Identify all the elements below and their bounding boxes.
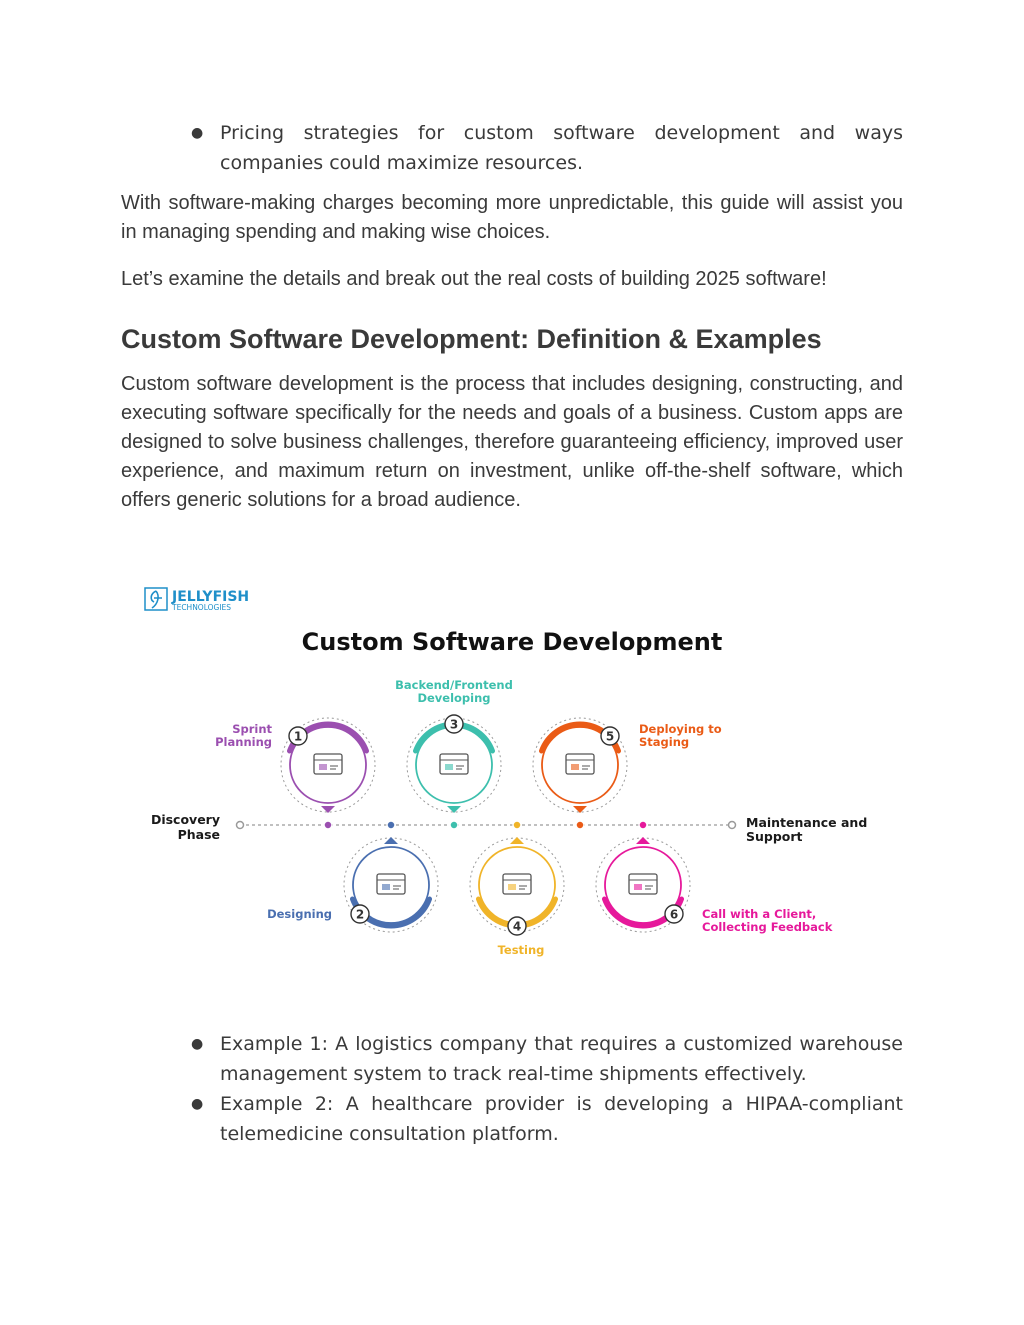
step-label: Testing bbox=[497, 943, 545, 957]
process-step bbox=[470, 821, 564, 957]
step-label: Planning bbox=[215, 735, 272, 749]
step-label: Deploying to bbox=[639, 722, 722, 736]
start-label-line-1: Discovery bbox=[150, 812, 220, 827]
bullet-text: Example 2: A healthcare provider is developing a HIPAA-compliant telemedicine consultation platform. bbox=[220, 1093, 903, 1145]
step-label: Sprint bbox=[232, 722, 272, 736]
step-timeline-dot bbox=[450, 821, 458, 829]
bullet-text: Pricing strategies for custom software development and ways companies could maximize resources. bbox=[220, 122, 903, 174]
step-number: 3 bbox=[449, 717, 459, 732]
section-heading: Custom Software Development: Definition & Examples bbox=[121, 324, 822, 354]
step-timeline-dot bbox=[324, 821, 332, 829]
step-label: Backend/Frontend bbox=[395, 678, 513, 692]
step-number: 6 bbox=[669, 907, 679, 922]
process-step bbox=[395, 678, 513, 829]
icon-block bbox=[571, 764, 579, 770]
logo-sub-text: TECHNOLOGIES bbox=[172, 603, 232, 612]
step-timeline-dot bbox=[576, 821, 584, 829]
step-pointer bbox=[321, 806, 335, 813]
step-label: Designing bbox=[267, 907, 332, 921]
figure-title: Custom Software Development bbox=[301, 628, 723, 656]
step-label: Call with a Client, bbox=[702, 907, 817, 921]
intro-paragraph: With software-making charges becoming more unpredictable, this guide will assist you in managing spending and making wise choices. bbox=[121, 192, 903, 243]
step-timeline-dot bbox=[513, 821, 521, 829]
step-number: 2 bbox=[355, 907, 365, 922]
bullet-dot: ● bbox=[191, 1096, 204, 1112]
timeline-end-dot bbox=[729, 822, 736, 829]
definition-paragraph: Custom software development is the process that includes designing, constructing, and executing software specifically for the needs and goals of a business. Custom apps are designed to solve business challenges, therefore guaranteeing efficiency, improved user experience, and maximum return on investment, unlike off-the-shelf software, which offers generic solutions for a broad audience. bbox=[121, 373, 903, 511]
step-timeline-dot bbox=[387, 821, 395, 829]
start-label-line-2: Phase bbox=[177, 827, 220, 842]
logo-main-text: JELLYFISH bbox=[172, 589, 250, 605]
list-item bbox=[187, 1029, 903, 1089]
process-step bbox=[215, 718, 375, 829]
process-step bbox=[267, 821, 438, 932]
step-pointer bbox=[573, 806, 587, 813]
step-number: 5 bbox=[605, 729, 615, 744]
end-label-line-1: Maintenance and bbox=[746, 815, 868, 830]
bottom-bullet-list bbox=[187, 1029, 903, 1149]
process-steps bbox=[215, 678, 833, 957]
step-number: 1 bbox=[293, 729, 303, 744]
bullet-dot: ● bbox=[191, 1036, 204, 1052]
cta-paragraph: Let’s examine the details and break out the real costs of building 2025 software! bbox=[121, 268, 827, 290]
step-timeline-dot bbox=[639, 821, 647, 829]
step-pointer bbox=[447, 806, 461, 813]
icon-block bbox=[634, 884, 642, 890]
step-label: Staging bbox=[639, 735, 690, 749]
icon-block bbox=[508, 884, 516, 890]
bullet-text: Example 1: A logistics company that requires a customized warehouse management system to track real-time shipments effectively. bbox=[220, 1033, 903, 1085]
list-item bbox=[187, 118, 903, 178]
step-circle bbox=[416, 727, 492, 803]
icon-block bbox=[445, 764, 453, 770]
process-infographic bbox=[136, 576, 888, 966]
end-label-line-2: Support bbox=[746, 829, 803, 844]
timeline-start-dot bbox=[237, 822, 244, 829]
icon-block bbox=[319, 764, 327, 770]
step-label: Collecting Feedback bbox=[702, 920, 833, 934]
list-item bbox=[187, 1089, 903, 1149]
step-label: Developing bbox=[417, 691, 491, 705]
bullet-dot: ● bbox=[191, 125, 204, 141]
jellyfish-logo bbox=[145, 588, 249, 612]
top-bullet-list bbox=[187, 118, 903, 178]
icon-block bbox=[382, 884, 390, 890]
step-number: 4 bbox=[512, 919, 522, 934]
step-circle bbox=[479, 847, 555, 923]
process-step bbox=[533, 718, 722, 829]
